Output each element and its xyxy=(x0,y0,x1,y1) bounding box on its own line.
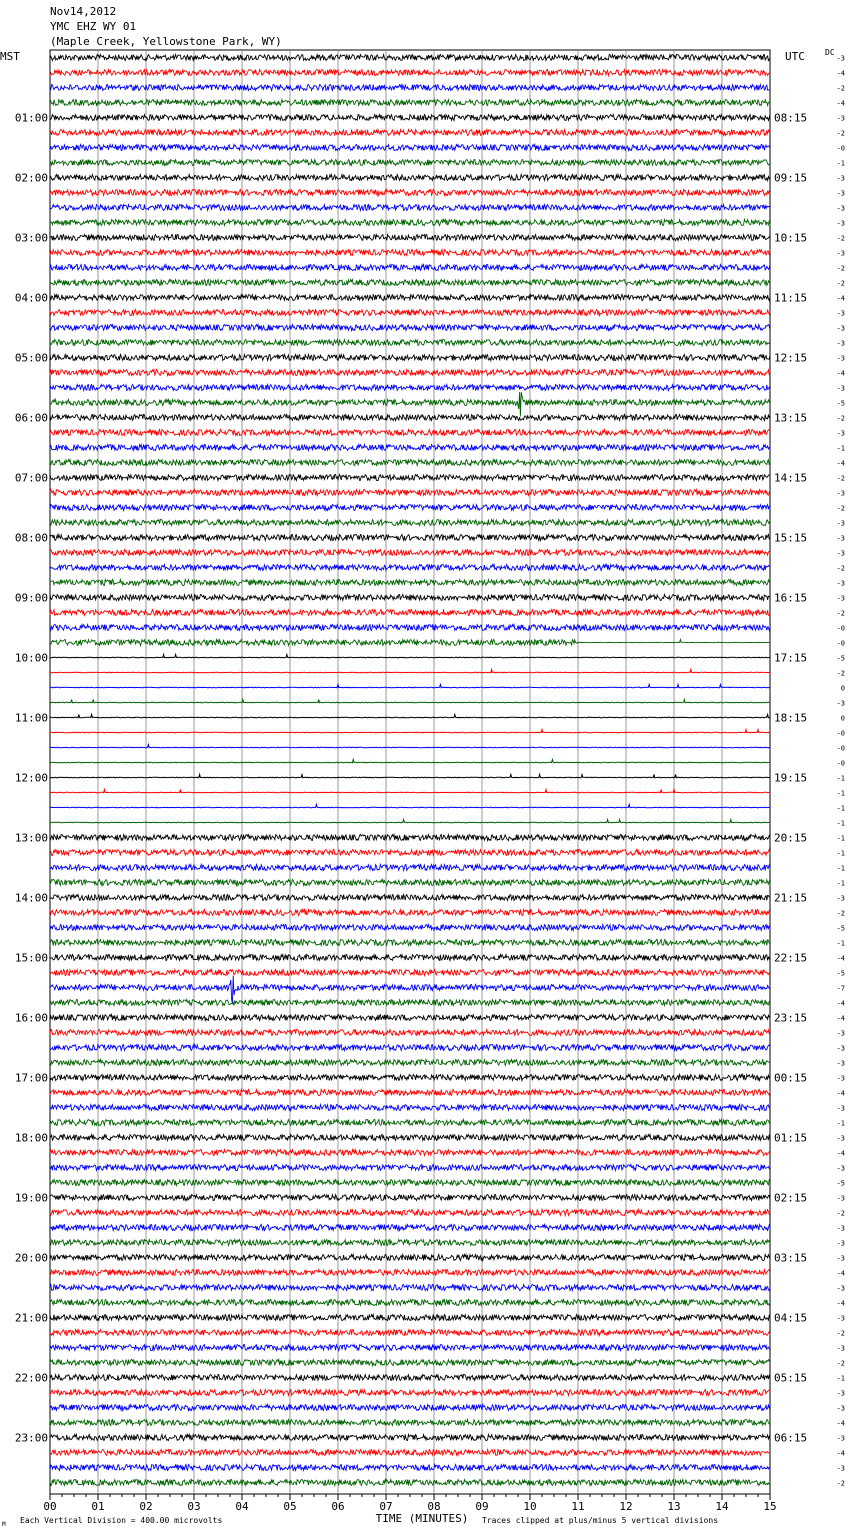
dc-offset-label: -4 xyxy=(836,1299,845,1308)
seismic-trace xyxy=(50,1060,770,1066)
mst-hour-label: 09:00 xyxy=(14,591,48,605)
dc-offset-label: -0 xyxy=(836,729,845,738)
dc-offset-label: -0 xyxy=(836,144,845,153)
seismic-trace xyxy=(50,1360,770,1366)
seismic-trace xyxy=(50,250,770,256)
x-tick-label: 05 xyxy=(283,1500,297,1513)
seismic-trace xyxy=(50,1165,770,1171)
dc-offset-label: -2 xyxy=(836,564,845,573)
dc-offset-label: -2 xyxy=(836,1209,845,1218)
x-tick-label: 06 xyxy=(331,1500,345,1513)
dc-offset-label: -3 xyxy=(836,1284,845,1293)
utc-hour-label: 20:15 xyxy=(774,831,808,845)
clip-note: Traces clipped at plus/minus 5 vertical divisions xyxy=(482,1516,719,1525)
seismic-trace xyxy=(50,850,770,856)
dc-offset-label: -4 xyxy=(836,1269,845,1278)
dc-offset-label: -3 xyxy=(836,189,845,198)
utc-hour-label: 13:15 xyxy=(774,411,808,425)
utc-hour-label: 04:15 xyxy=(774,1311,808,1325)
dc-offset-label: -3 xyxy=(836,174,845,183)
dc-offset-label: -0 xyxy=(836,759,845,768)
seismic-trace xyxy=(50,130,770,136)
utc-hour-label: 17:15 xyxy=(774,651,808,665)
seismic-trace xyxy=(50,880,770,886)
seismic-trace xyxy=(50,1345,770,1351)
mst-hour-label: 21:00 xyxy=(14,1311,48,1325)
seismic-trace xyxy=(50,1180,770,1186)
seismic-trace xyxy=(50,940,770,946)
dc-offset-label: -5 xyxy=(836,654,845,663)
chart-labels xyxy=(15,55,845,1514)
mst-hour-label: 22:00 xyxy=(14,1371,48,1385)
seismic-trace xyxy=(50,925,770,931)
dc-offset-label: -3 xyxy=(836,1404,845,1413)
dc-offset-label: -3 xyxy=(836,594,845,603)
dc-offset-label: -3 xyxy=(836,1059,845,1068)
mst-hour-label: 07:00 xyxy=(14,471,48,485)
dc-offset-label: -2 xyxy=(836,1359,845,1368)
dc-offset-label: -5 xyxy=(836,399,845,408)
dc-offset-label: -0 xyxy=(836,744,845,753)
utc-hour-label: 19:15 xyxy=(774,771,808,785)
dc-offset-label: -2 xyxy=(836,129,845,138)
dc-offset-label: -4 xyxy=(836,1089,845,1098)
seismic-trace xyxy=(50,1195,770,1201)
seismic-trace xyxy=(50,670,770,673)
seismic-trace xyxy=(50,1000,770,1006)
seismic-trace xyxy=(50,1015,770,1021)
seismic-trace xyxy=(50,205,770,211)
dc-offset-label: -1 xyxy=(836,939,845,948)
dc-offset-label: -2 xyxy=(836,504,845,513)
dc-offset-label: -3 xyxy=(836,324,845,333)
seismic-trace xyxy=(50,392,770,416)
seismic-trace xyxy=(50,1135,770,1141)
dc-offset-label: -4 xyxy=(836,369,845,378)
seismic-trace xyxy=(50,160,770,166)
seismic-trace xyxy=(50,700,770,703)
dc-offset-label: -1 xyxy=(836,879,845,888)
mst-hour-label: 01:00 xyxy=(14,111,48,125)
x-tick-label: 09 xyxy=(475,1500,489,1513)
seismic-trace xyxy=(50,235,770,241)
dc-offset-label: -2 xyxy=(836,1479,845,1488)
mst-hour-label: 15:00 xyxy=(14,951,48,965)
seismic-trace xyxy=(50,1420,770,1426)
dc-offset-label: -1 xyxy=(836,819,845,828)
seismic-trace xyxy=(50,595,770,601)
x-tick-label: 03 xyxy=(187,1500,201,1513)
seismic-trace xyxy=(50,1045,770,1051)
dc-offset-label: -2 xyxy=(836,1329,845,1338)
seismic-trace xyxy=(50,415,770,421)
seismic-trace xyxy=(50,1435,770,1441)
header-station: YMC EHZ WY 01 xyxy=(50,20,137,33)
dc-offset-label: -5 xyxy=(836,1179,845,1188)
seismic-trace xyxy=(50,1390,770,1396)
seismic-trace xyxy=(50,1405,770,1411)
seismic-trace xyxy=(50,865,770,871)
seismic-trace xyxy=(50,625,770,631)
utc-hour-label: 00:15 xyxy=(774,1071,808,1085)
x-tick-label: 08 xyxy=(427,1500,441,1513)
seismic-trace xyxy=(50,895,770,901)
dc-offset-label: -3 xyxy=(836,1254,845,1263)
dc-offset-label: -1 xyxy=(836,864,845,873)
utc-hour-label: 12:15 xyxy=(774,351,808,365)
seismic-trace xyxy=(50,550,770,556)
seismic-trace xyxy=(50,310,770,316)
x-tick-label: 12 xyxy=(619,1500,633,1513)
utc-hour-label: 06:15 xyxy=(774,1431,808,1445)
dc-offset-label: -4 xyxy=(836,1419,845,1428)
dc-offset-label: -2 xyxy=(836,609,845,618)
seismic-trace xyxy=(50,85,770,91)
left-timezone-label: MST xyxy=(0,50,20,63)
dc-offset-label: -3 xyxy=(836,309,845,318)
dc-offset-label: -3 xyxy=(836,429,845,438)
dc-offset-label: -3 xyxy=(836,699,845,708)
dc-offset-label: -5 xyxy=(836,924,845,933)
seismic-trace xyxy=(50,610,770,616)
seismic-trace xyxy=(50,730,770,733)
mst-hour-label: 14:00 xyxy=(14,891,48,905)
right-timezone-label: UTC xyxy=(785,50,805,63)
x-tick-label: 07 xyxy=(379,1500,393,1513)
seismic-trace xyxy=(50,580,770,586)
seismic-trace xyxy=(50,835,770,841)
seismic-trace xyxy=(50,760,770,763)
seismic-trace xyxy=(50,520,770,526)
seismic-trace xyxy=(50,355,770,361)
dc-offset-label: -5 xyxy=(836,969,845,978)
seismic-trace xyxy=(50,640,770,646)
seismic-trace xyxy=(50,655,770,658)
seismic-trace xyxy=(50,805,770,808)
seismic-trace xyxy=(50,1285,770,1291)
dc-offset-label: -1 xyxy=(836,1374,845,1383)
x-tick-label: 01 xyxy=(91,1500,105,1513)
seismic-trace xyxy=(50,1225,770,1231)
x-tick-label: 02 xyxy=(139,1500,153,1513)
dc-offset-label: -4 xyxy=(836,999,845,1008)
mst-hour-label: 23:00 xyxy=(14,1431,48,1445)
dc-offset-label: -3 xyxy=(836,549,845,558)
dc-offset-label: -1 xyxy=(836,804,845,813)
dc-offset-label: -2 xyxy=(836,669,845,678)
seismic-trace xyxy=(50,715,770,718)
dc-offset-label: -3 xyxy=(836,1029,845,1038)
seismic-trace xyxy=(50,1315,770,1321)
seismic-trace xyxy=(50,280,770,286)
seismic-trace xyxy=(50,970,770,976)
dc-offset-label: -4 xyxy=(836,69,845,78)
dc-offset-label: -3 xyxy=(836,384,845,393)
seismic-trace xyxy=(50,565,770,571)
dc-offset-label: 0 xyxy=(840,714,845,723)
utc-hour-label: 15:15 xyxy=(774,531,808,545)
dc-offset-label: -3 xyxy=(836,1104,845,1113)
seismic-trace xyxy=(50,430,770,436)
dc-offset-label: 0 xyxy=(840,684,845,693)
dc-offset-label: -3 xyxy=(836,1164,845,1173)
dc-offset-label: -3 xyxy=(836,339,845,348)
seismic-trace xyxy=(50,1270,770,1276)
scale-note: Each Vertical Division = 400.00 microvolts xyxy=(20,1516,223,1525)
seismic-trace xyxy=(50,70,770,76)
seismic-trace xyxy=(50,1210,770,1216)
dc-offset-label: -4 xyxy=(836,459,845,468)
seismic-trace xyxy=(50,340,770,346)
dc-offset-label: -2 xyxy=(836,264,845,273)
utc-hour-label: 05:15 xyxy=(774,1371,808,1385)
dc-offset-label: -7 xyxy=(836,984,845,993)
seismic-trace xyxy=(50,535,770,541)
utc-hour-label: 03:15 xyxy=(774,1251,808,1265)
dc-offset-label: -3 xyxy=(836,354,845,363)
dc-offset-label: -3 xyxy=(836,894,845,903)
seismic-trace xyxy=(50,265,770,271)
seismic-trace xyxy=(50,1030,770,1036)
mst-hour-label: 05:00 xyxy=(14,351,48,365)
utc-hour-label: 22:15 xyxy=(774,951,808,965)
seismic-trace xyxy=(50,976,770,1004)
seismic-trace xyxy=(50,505,770,511)
dc-offset-label: -1 xyxy=(836,774,845,783)
seismic-trace xyxy=(50,1480,770,1486)
seismic-trace xyxy=(50,220,770,226)
dc-offset-label: -3 xyxy=(836,1044,845,1053)
dc-offset-label: -1 xyxy=(836,159,845,168)
seismic-trace xyxy=(50,115,770,121)
mst-hour-label: 02:00 xyxy=(14,171,48,185)
seismic-trace xyxy=(50,1375,770,1381)
mst-hour-label: 18:00 xyxy=(14,1131,48,1145)
dc-offset-label: -0 xyxy=(836,624,845,633)
dc-offset-label: -2 xyxy=(836,414,845,423)
seismic-trace xyxy=(50,295,770,301)
seismic-trace xyxy=(50,1465,770,1471)
seismic-trace xyxy=(50,790,770,793)
mst-hour-label: 19:00 xyxy=(14,1191,48,1205)
utc-hour-label: 08:15 xyxy=(774,111,808,125)
dc-offset-label: -4 xyxy=(836,99,845,108)
dc-offset-label: -4 xyxy=(836,954,845,963)
seismic-trace xyxy=(50,145,770,151)
mst-hour-label: 20:00 xyxy=(14,1251,48,1265)
seismic-trace xyxy=(50,1450,770,1456)
dc-offset-label: -3 xyxy=(836,54,845,63)
seismic-trace xyxy=(50,775,770,778)
utc-hour-label: 10:15 xyxy=(774,231,808,245)
seismic-trace xyxy=(50,1150,770,1156)
mst-hour-label: 03:00 xyxy=(14,231,48,245)
seismic-trace xyxy=(50,1075,770,1081)
x-tick-label: 00 xyxy=(43,1500,57,1513)
footer-mark: M xyxy=(2,1521,6,1528)
seismic-trace xyxy=(50,1240,770,1246)
x-tick-label: 15 xyxy=(763,1500,777,1513)
dc-offset-label: -3 xyxy=(836,1464,845,1473)
dc-offset-label: -3 xyxy=(836,1194,845,1203)
dc-offset-label: -3 xyxy=(836,249,845,258)
dc-offset-label: -1 xyxy=(836,834,845,843)
seismic-trace xyxy=(50,1120,770,1126)
seismic-trace xyxy=(50,385,770,391)
dc-offset-label: -3 xyxy=(836,1224,845,1233)
seismic-trace xyxy=(50,955,770,961)
dc-offset-label: -2 xyxy=(836,84,845,93)
utc-hour-label: 21:15 xyxy=(774,891,808,905)
dc-offset-label: -2 xyxy=(836,279,845,288)
header-location: (Maple Creek, Yellowstone Park, WY) xyxy=(50,35,282,48)
dc-offset-label: -3 xyxy=(836,114,845,123)
mst-hour-label: 17:00 xyxy=(14,1071,48,1085)
mst-hour-label: 10:00 xyxy=(14,651,48,665)
dc-offset-label: -4 xyxy=(836,1149,845,1158)
x-tick-label: 14 xyxy=(715,1500,729,1513)
seismic-trace xyxy=(50,475,770,481)
dc-offset-label: -4 xyxy=(836,294,845,303)
dc-offset-label: -3 xyxy=(836,1074,845,1083)
seismic-trace xyxy=(50,745,770,748)
seismic-trace xyxy=(50,55,770,61)
dc-offset-label: -3 xyxy=(836,204,845,213)
utc-hour-label: 02:15 xyxy=(774,1191,808,1205)
dc-offset-label: -3 xyxy=(836,1389,845,1398)
seismic-trace xyxy=(50,490,770,496)
utc-hour-label: 16:15 xyxy=(774,591,808,605)
dc-offset-label: -3 xyxy=(836,219,845,228)
seismic-trace xyxy=(50,190,770,196)
dc-offset-label: -3 xyxy=(836,1134,845,1143)
x-tick-label: 11 xyxy=(571,1500,585,1513)
utc-hour-label: 01:15 xyxy=(774,1131,808,1145)
x-tick-label: 10 xyxy=(523,1500,537,1513)
seismic-trace xyxy=(50,1300,770,1306)
utc-hour-label: 18:15 xyxy=(774,711,808,725)
mst-hour-label: 11:00 xyxy=(14,711,48,725)
mst-hour-label: 13:00 xyxy=(14,831,48,845)
dc-offset-label: -3 xyxy=(836,579,845,588)
seismic-trace xyxy=(50,1255,770,1261)
dc-offset-label: -3 xyxy=(836,489,845,498)
seismic-trace xyxy=(50,445,770,451)
dc-offset-label: -3 xyxy=(836,1314,845,1323)
dc-label: DC xyxy=(825,48,835,57)
seismic-trace xyxy=(50,820,770,823)
dc-offset-label: -2 xyxy=(836,234,845,243)
seismic-trace xyxy=(50,910,770,916)
dc-offset-label: -3 xyxy=(836,1434,845,1443)
utc-hour-label: 23:15 xyxy=(774,1011,808,1025)
dc-offset-label: -2 xyxy=(836,474,845,483)
dc-offset-label: -0 xyxy=(836,639,845,648)
utc-hour-label: 11:15 xyxy=(774,291,808,305)
dc-offset-label: -3 xyxy=(836,534,845,543)
mst-hour-label: 16:00 xyxy=(14,1011,48,1025)
dc-offset-label: -1 xyxy=(836,789,845,798)
dc-offset-label: -1 xyxy=(836,849,845,858)
seismic-trace xyxy=(50,370,770,376)
seismic-trace xyxy=(50,1330,770,1336)
header-date: Nov14,2012 xyxy=(50,5,117,18)
dc-offset-label: -3 xyxy=(836,519,845,528)
mst-hour-label: 04:00 xyxy=(14,291,48,305)
seismic-trace xyxy=(50,1090,770,1096)
seismic-trace xyxy=(50,460,770,466)
utc-hour-label: 14:15 xyxy=(774,471,808,485)
dc-offset-label: -4 xyxy=(836,1014,845,1023)
dc-offset-label: -3 xyxy=(836,1239,845,1248)
seismic-trace xyxy=(50,175,770,181)
x-tick-label: 13 xyxy=(667,1500,681,1513)
dc-offset-label: -4 xyxy=(836,1449,845,1458)
seismic-trace xyxy=(50,1105,770,1111)
dc-offset-label: -1 xyxy=(836,1119,845,1128)
mst-hour-label: 08:00 xyxy=(14,531,48,545)
x-tick-label: 04 xyxy=(235,1500,249,1513)
seismic-trace xyxy=(50,100,770,106)
x-axis-label: TIME (MINUTES) xyxy=(375,1512,469,1525)
seismic-trace xyxy=(50,325,770,331)
chart-traces xyxy=(50,55,770,1486)
mst-hour-label: 12:00 xyxy=(14,771,48,785)
dc-offset-label: -1 xyxy=(836,444,845,453)
dc-offset-label: -3 xyxy=(836,1344,845,1353)
utc-hour-label: 09:15 xyxy=(774,171,808,185)
mst-hour-label: 06:00 xyxy=(14,411,48,425)
seismic-trace xyxy=(50,685,770,688)
dc-offset-label: -2 xyxy=(836,909,845,918)
